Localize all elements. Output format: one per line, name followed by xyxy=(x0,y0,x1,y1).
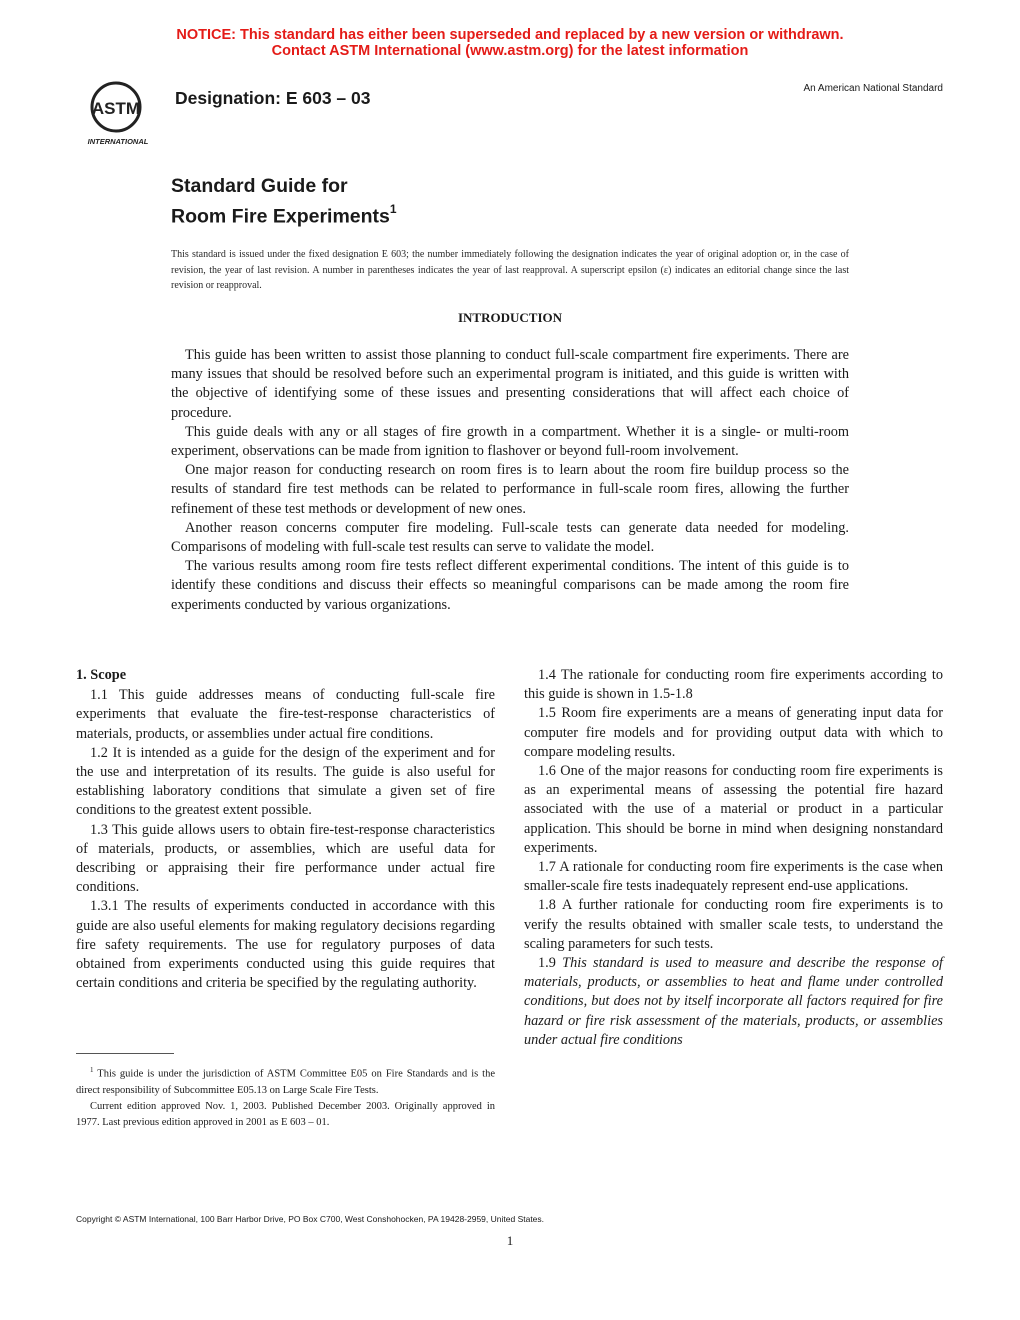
notice-line-1: NOTICE: This standard has either been superseded and replaced by a new version or withdrawn. xyxy=(176,27,844,43)
intro-paragraph: Another reason concerns computer fire modeling. Full-scale tests can generate data needed for modeling. Comparisons of modeling with full-scale test results can serve to validate the model. xyxy=(171,519,849,556)
scope-paragraph-1-9 xyxy=(524,954,943,1050)
footnote-marker: 1 xyxy=(90,1066,94,1074)
introduction-body xyxy=(171,346,849,615)
astm-logo-subtext: INTERNATIONAL xyxy=(87,137,149,146)
page-number: 1 xyxy=(506,1233,514,1248)
title-line-2 xyxy=(171,199,397,230)
designation: Designation: E 603 – 03 xyxy=(175,88,371,108)
national-standard-label: An American National Standard xyxy=(803,83,943,94)
intro-paragraph: The various results among room fire tests reflect different experimental conditions. The intent of this guide is to identify these conditions and discuss their effects so meaningful comparisons can be made among the room fire experiments conducted by various organizations. xyxy=(171,558,849,613)
scope-paragraph: 1.5 Room fire experiments are a means of generating input data for computer fire models and for providing output data with which to compare modeling results. xyxy=(524,705,943,760)
designation-preamble: This standard is issued under the fixed designation E 603; the number immediately following the designation indicates the year of original adoption or, in the case of revision, the year of last revision. A number in parentheses indicates the year of last reapproval. A superscript epsilon (ε) indicates an editorial change since the last revision or reapproval. xyxy=(171,249,849,291)
scope-1-9-number: 1.9 xyxy=(538,955,556,972)
astm-logo xyxy=(76,77,160,147)
astm-logo-text: ASTM xyxy=(91,99,141,118)
intro-paragraph: One major reason for conducting research on room fires is to learn about the room fire buildup process so the results of standard fire test methods can be related to performance in full-scale room fires, allowing the further refinement of these test methods or development of new ones. xyxy=(171,462,849,517)
title-footnote-ref: 1 xyxy=(389,202,397,216)
scope-1-9-text: This standard is used to measure and describe the response of materials, products, or assemblies to heat and flame under controlled conditions, but does not by itself incorporate all factors required for fire hazard or fire risk assessment of the materials, products, or assemblies under actual fire conditions xyxy=(524,955,943,1048)
scope-paragraph: 1.7 A rationale for conducting room fire experiments is the case when smaller-scale fire tests inadequately represent end-use applications. xyxy=(524,859,943,895)
document-title xyxy=(171,174,397,230)
scope-heading: 1. Scope xyxy=(76,667,127,683)
footnote xyxy=(76,1062,495,1131)
footnote-line: Current edition approved Nov. 1, 2003. Published December 2003. Originally approved in 1977. Last previous edition approved in 2001 as E 603 – 01. xyxy=(76,1100,495,1128)
scope-paragraph: 1.8 A further rationale for conducting room fire experiments is to verify the results obtained with smaller scale tests, to understand the scaling parameters for such tests. xyxy=(524,897,943,952)
notice-line-2: Contact ASTM International (www.astm.org) for the latest information xyxy=(271,43,749,59)
copyright: Copyright © ASTM International, 100 Barr Harbor Drive, PO Box C700, West Conshohocken, PA 19428-2959, United States. xyxy=(76,1214,545,1224)
intro-paragraph: This guide has been written to assist those planning to conduct full-scale compartment fire experiments. There are many issues that should be resolved before such an experimental program is initiated, and this guide is written with the objective of identifying some of these issues and presenting considerations that will affect each choice of procedure. xyxy=(171,347,849,421)
scope-paragraph: 1.3 This guide allows users to obtain fire-test-response characteristics of materials, products, or assemblies, which are useful data for describing or appraising their fire performance under actual fire conditions. xyxy=(76,821,495,896)
footnote-line-1-text: This guide is under the jurisdiction of ASTM Committee E05 on Fire Standards and is the direct responsibility of Subcommittee E05.13 on Large Scale Fire Tests. xyxy=(76,1068,496,1096)
intro-paragraph: This guide deals with any or all stages of fire growth in a compartment. Whether it is a single- or multi-room experiment, observations can be made from ignition to flashover or beyond full-room involvement. xyxy=(171,423,849,460)
scope-right-column xyxy=(524,666,943,1050)
title-line-2-text: Room Fire Experiments xyxy=(171,205,390,228)
title-line-1: Standard Guide for xyxy=(171,175,348,197)
scope-paragraph: 1.2 It is intended as a guide for the design of the experiment and for the use and interpretation of its results. The guide is also useful for establishing laboratory conditions that simulate a given set of fire conditions to the greatest extent possible. xyxy=(76,744,495,819)
scope-left-column xyxy=(76,666,495,993)
scope-paragraph: 1.3.1 The results of experiments conducted in accordance with this guide are also useful elements for making regulatory decisions regarding fire safety requirements. The use for regulatory purposes of data obtained from experiments conducted using this guide requires that certain conditions and criteria be specified by the regulating authority. xyxy=(76,898,495,992)
scope-paragraph: 1.4 The rationale for conducting room fire experiments according to this guide is shown in 1.5-1.8 xyxy=(524,667,943,703)
footnote-line xyxy=(76,1062,495,1099)
footnote-divider xyxy=(76,1053,174,1054)
introduction-heading: INTRODUCTION xyxy=(457,310,562,325)
scope-paragraph: 1.1 This guide addresses means of conducting full-scale fire experiments that evaluate the fire-test-response characteristics of materials, products, or assemblies under actual fire conditions. xyxy=(76,687,495,742)
notice-banner xyxy=(0,27,1020,59)
scope-paragraph: 1.6 One of the major reasons for conducting room fire experiments is as an experimental means of assessing the potential fire hazard associated with the use of a material or product in a particular application. This should be borne in mind when designing nonstandard experiments. xyxy=(524,763,943,856)
